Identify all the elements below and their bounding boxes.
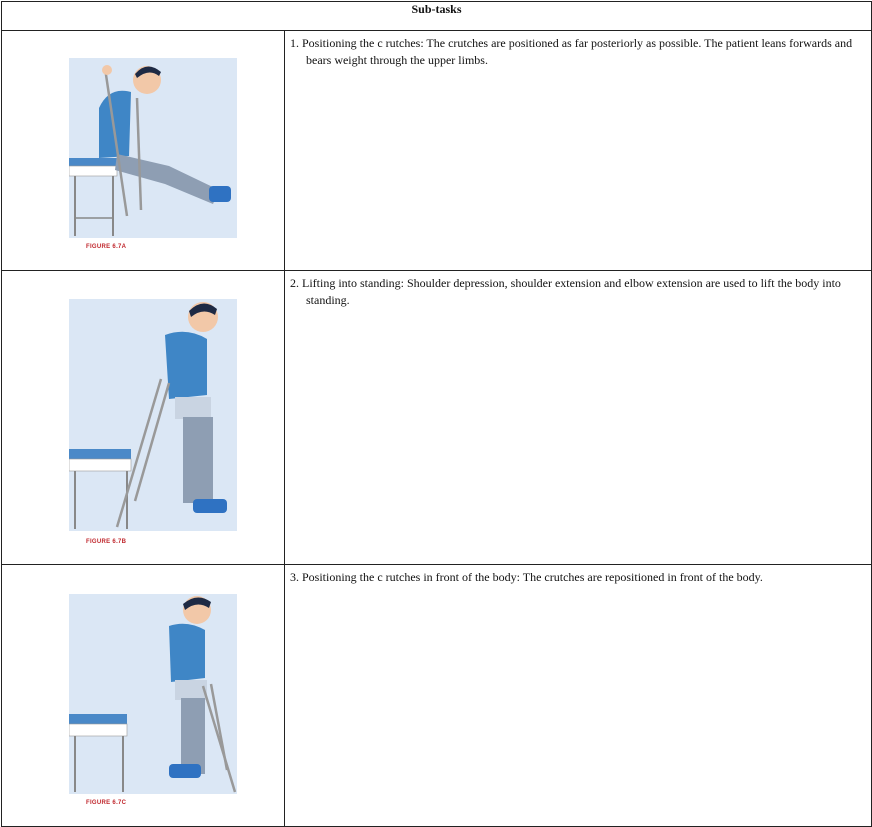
figure-cell <box>2 31 285 271</box>
step-text: 2. Lifting into standing: Shoulder depression, shoulder extension and elbow extension are used to lift the body into standing. <box>290 276 841 307</box>
table-header-row <box>2 2 872 31</box>
figure-caption: FIGURE 6.7B <box>86 539 127 545</box>
table-header: Sub-tasks <box>2 2 872 31</box>
figure-cell <box>2 271 285 565</box>
subtasks-table <box>1 1 872 827</box>
patient-standing-crutches-in-front-icon <box>69 594 237 794</box>
table-row <box>2 565 872 827</box>
step-text: 1. Positioning the c rutches: The crutches are positioned as far posteriorly as possible. The patient leans forwards and bears weight through the upper limbs. <box>290 36 853 67</box>
figure-caption: FIGURE 6.7C <box>86 800 127 806</box>
figure-6-7b-image <box>69 299 237 531</box>
table-row <box>2 271 872 565</box>
figure-6-7a-image <box>69 58 237 238</box>
step-cell <box>285 31 872 271</box>
step-text: 3. Positioning the c rutches in front of the body: The crutches are repositioned in front of the body. <box>290 570 763 584</box>
patient-seated-with-crutches-icon <box>69 58 237 238</box>
table-row <box>2 31 872 271</box>
figure-caption: FIGURE 6.7A <box>86 244 127 250</box>
patient-lifting-to-standing-icon <box>69 299 237 531</box>
step-cell <box>285 565 872 827</box>
step-cell <box>285 271 872 565</box>
figure-cell <box>2 565 285 827</box>
figure-6-7c-image <box>69 594 237 794</box>
